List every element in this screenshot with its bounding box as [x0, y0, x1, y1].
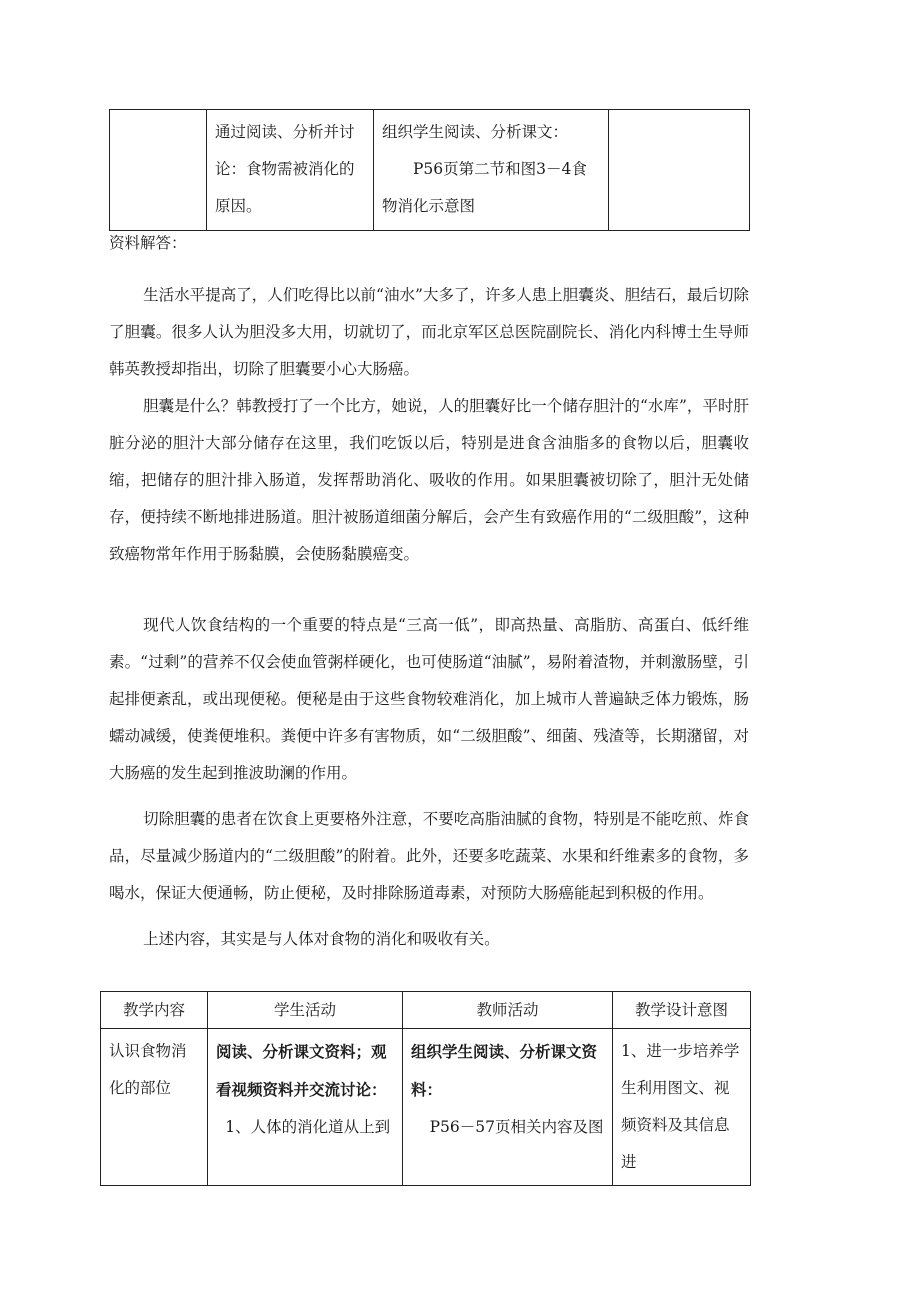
table-header-cell: 教学内容	[101, 992, 208, 1029]
teacher-activity-line: 组织学生阅读、分析课文：	[382, 123, 569, 141]
table-cell: 认识食物消化的部位	[101, 1029, 208, 1186]
paragraph: 上述内容，其实是与人体对食物的消化和吸收有关。	[143, 930, 500, 948]
table-header-row	[101, 992, 751, 1029]
teacher-activity-text: P56－57页相关内容及图	[429, 1118, 604, 1136]
table-row	[101, 1029, 751, 1186]
paragraph: 切除胆囊的患者在饮食上更要格外注意，不要吃高脂油腻的食物，特别是不能吃煎、炸食品，尽量减少肠道内的“二级胆酸”的附着。此外，还要多吃蔬菜、水果和纤维素多的食物，多喝水，保证大便通畅，防止便秘，及时排除肠道毒素，对预防大肠癌能起到积极的作用。	[109, 810, 749, 902]
lesson-table-bottom	[100, 991, 751, 1186]
teacher-activity-bold: 组织学生阅读、分析课文资料：	[411, 1042, 598, 1099]
table-cell	[609, 110, 750, 231]
table-cell	[374, 110, 609, 231]
table-cell	[110, 110, 207, 231]
teacher-activity-line: P56页第二节和图3－4食物消化示意图	[382, 160, 587, 215]
table-header-cell: 学生活动	[208, 992, 403, 1029]
table-cell	[208, 1029, 403, 1186]
table-row	[110, 110, 750, 231]
table-header-cell: 教师活动	[403, 992, 613, 1029]
table-cell: 通过阅读、分析并讨论：食物需被消化的原因。	[207, 110, 374, 231]
student-activity-bold: 阅读、分析课文资料；观看视频资料并交流讨论：	[216, 1042, 387, 1099]
paragraph: 胆囊是什么？韩教授打了一个比方，她说，人的胆囊好比一个储存胆汁的“水库”，平时肝脏分泌的胆汁大部分储存在这里，我们吃饭以后，特别是进食含油脂多的食物以后，胆囊收缩，把储存的胆汁排入肠道，发挥帮助消化、吸收的作用。如果胆囊被切除了，胆汁无处储存，便持续不断地排进肠道。胆汁被肠道细菌分解后，会产生有致癌作用的“二级胆酸”，这种致癌物常年作用于肠黏膜，会使肠黏膜癌变。	[109, 397, 749, 563]
table-cell: 1、进一步培养学生利用图文、视频资料及其信息进	[613, 1029, 751, 1186]
student-activity-text: 1、人体的消化道从上到	[225, 1118, 391, 1136]
table-cell	[403, 1029, 613, 1186]
lesson-table-top	[109, 109, 750, 231]
paragraph: 生活水平提高了，人们吃得比以前“油水”大多了，许多人患上胆囊炎、胆结石，最后切除了胆囊。很多人认为胆没多大用，切就切了，而北京军区总医院副院长、消化内科博士生导师韩英教授却指出，切除了胆囊要小心大肠癌。	[109, 286, 749, 378]
paragraph: 现代人饮食结构的一个重要的特点是“三高一低”，即高热量、高脂肪、高蛋白、低纤维素。“过剩”的营养不仅会使血管粥样硬化，也可使肠道“油腻”，易附着渣物，并刺激肠壁，引起排便紊乱，或出现便秘。便秘是由于这些食物较难消化，加上城市人普遍缺乏体力锻炼，肠蠕动减缓，使粪便堆积。粪便中许多有害物质，如“二级胆酸”、细菌、残渣等，长期潴留，对大肠癌的发生起到推波助澜的作用。	[109, 616, 749, 782]
table-header-cell: 教学设计意图	[613, 992, 751, 1029]
section-label: 资料解答：	[109, 234, 187, 252]
